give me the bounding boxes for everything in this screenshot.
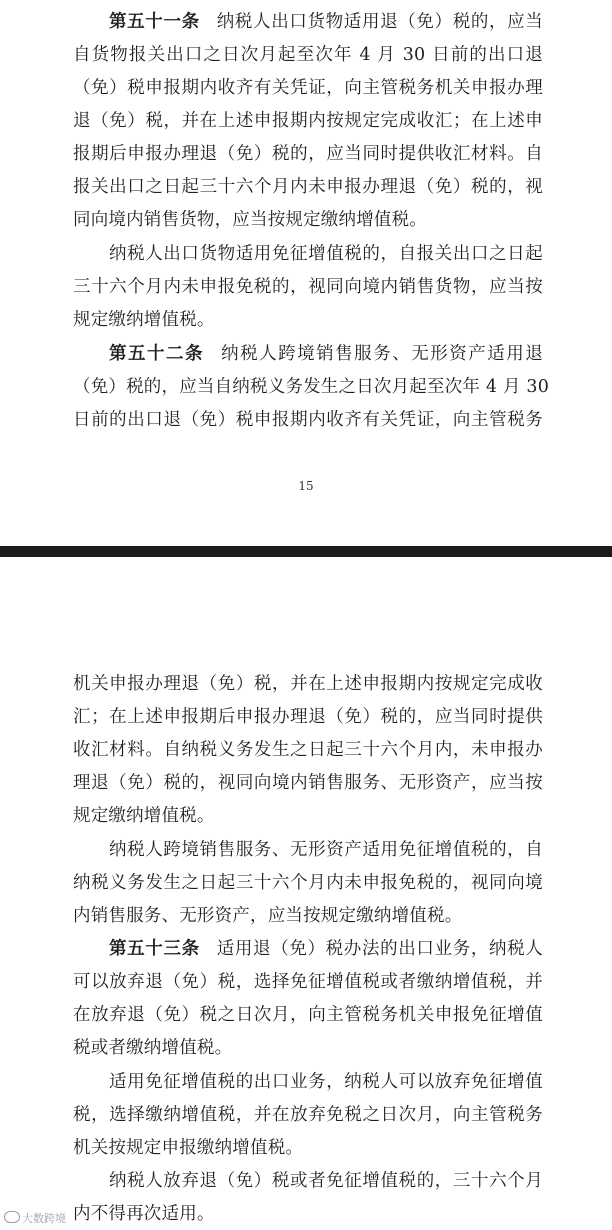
text-line: 纳税义务发生之日起三十六个月内未申报免税的，视同向境 [73, 873, 543, 893]
article-51-line-1: 第五十一条 纳税人出口货物适用退（免）税的，应当 [109, 12, 543, 32]
text-line: 纳税人放弃退（免）税或者免征增值税的，三十六个月 [109, 1171, 543, 1191]
text-line: 日前的出口退（免）税申报期内收齐有关凭证，向主管税务 [73, 410, 543, 430]
document-page-16 [0, 557, 612, 1230]
watermark-text: 大数跨境 [22, 1212, 66, 1225]
watermark-logo-icon [4, 1211, 20, 1223]
text-line: 税或者缴纳增值税。 [73, 1038, 233, 1058]
text-line: 退（免）税，并在上述申报期内按规定完成收汇；在上述申 [73, 111, 543, 131]
article-51-heading: 第五十一条 [109, 12, 200, 32]
text-line: 机关申报办理退（免）税，并在上述申报期内按规定完成收 [73, 674, 543, 694]
text-line: 同向境内销售货物，应当按规定缴纳增值税。 [73, 210, 427, 230]
page-number: 15 [298, 479, 314, 493]
text-line: 规定缴纳增值税。 [73, 806, 215, 826]
text-line: 适用免征增值税的出口业务，纳税人可以放弃免征增值 [109, 1072, 543, 1092]
text-line: 自货物报关出口之日次月起至次年 4 月 30 日前的出口退 [73, 45, 543, 65]
text-line: 纳税人跨境销售服务、无形资产适用免征增值税的，自 [109, 840, 543, 860]
text-line: 可以放弃退（免）税，选择免征增值税或者缴纳增值税，并 [73, 972, 543, 992]
text-line: 在放弃退（免）税之日次月，向主管税务机关申报免征增值 [73, 1005, 543, 1025]
article-53-heading: 第五十三条 [109, 939, 200, 959]
text-line: 理退（免）税的，视同向境内销售服务、无形资产，应当按 [73, 773, 543, 793]
page-divider [0, 546, 612, 557]
text-line: 税，选择缴纳增值税，并在放弃免税之日次月，向主管税务 [73, 1105, 543, 1125]
text-line: 内不得再次适用。 [73, 1204, 215, 1224]
text-line: 汇；在上述申报期后申报办理退（免）税的，应当同时提供 [73, 707, 543, 727]
text-line: （免）税的，应当自纳税义务发生之日次月起至次年 4 月 30 [73, 377, 550, 397]
text-line: 报期后申报办理退（免）税的，应当同时提供收汇材料。自 [73, 144, 543, 164]
text-line: 三十六个月内未申报免税的，视同向境内销售货物，应当按 [73, 277, 543, 297]
text-line: 收汇材料。自纳税义务发生之日起三十六个月内，未申报办 [73, 740, 543, 760]
text-line: 报关出口之日起三十六个月内未申报办理退（免）税的，视 [73, 177, 543, 197]
text-line: 内销售服务、无形资产，应当按规定缴纳增值税。 [73, 906, 463, 926]
text-line: （免）税申报期内收齐有关凭证，向主管税务机关申报办理 [73, 78, 543, 98]
article-53-line-1: 第五十三条 适用退（免）税办法的出口业务，纳税人 [109, 939, 543, 959]
article-52-heading: 第五十二条 [109, 344, 205, 364]
watermark [4, 1210, 66, 1226]
article-52-line-1: 第五十二条 纳税人跨境销售服务、无形资产适用退 [109, 344, 544, 364]
text-line: 机关按规定申报缴纳增值税。 [73, 1138, 304, 1158]
text-line: 纳税人出口货物适用免征增值税的，自报关出口之日起 [109, 244, 543, 264]
document-page-15 [0, 0, 612, 546]
text-line: 规定缴纳增值税。 [73, 310, 215, 330]
